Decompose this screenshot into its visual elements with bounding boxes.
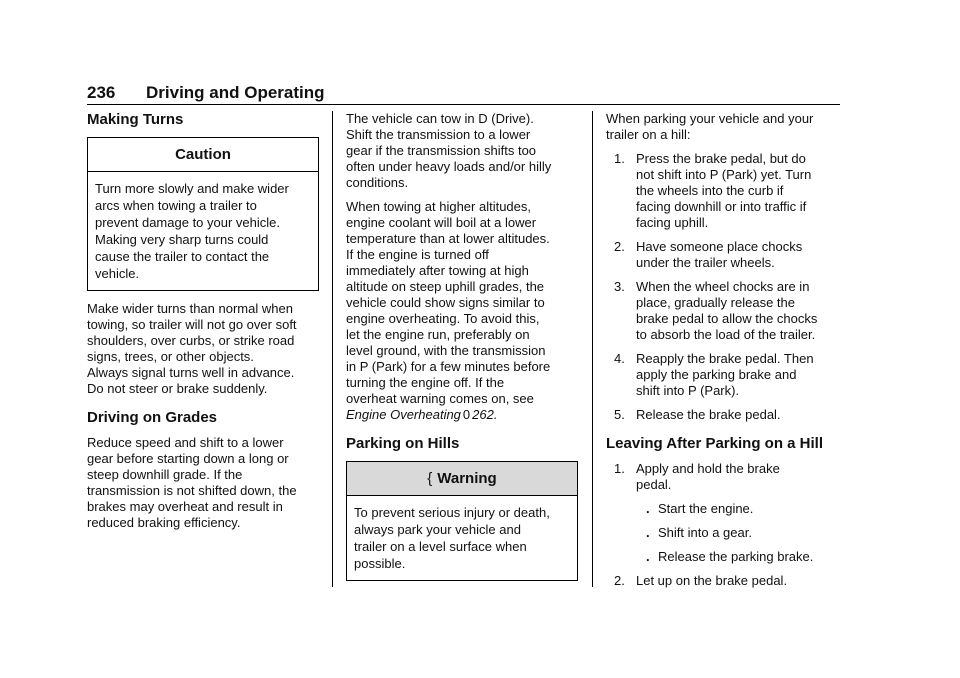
step-text: When the wheel chocks are in place, gradually release the brake pedal to allow the chocks to absorb the load of the trailer.	[636, 279, 818, 342]
step-number: 4.	[614, 351, 625, 366]
caution-title: Caution	[88, 138, 318, 172]
parking-intro: When parking your vehicle and your trailer on a hill:	[606, 111, 814, 142]
leaving-bullet-1	[606, 501, 840, 517]
driving-on-grades-paragraph-3	[346, 199, 578, 423]
engine-overheating-link[interactable]: Engine Overheating	[346, 407, 461, 422]
bullet-text: Shift into a gear.	[658, 525, 752, 540]
driving-on-grades-paragraph-2: The vehicle can tow in D (Drive). Shift the transmission to a lower gear if the transmission shifts too often under heavy loads and/or hilly conditions.	[346, 111, 552, 190]
parking-on-hills-heading: Parking on Hills	[346, 435, 460, 452]
leaving-step-2	[606, 573, 840, 589]
driving-on-grades-heading: Driving on Grades	[87, 409, 218, 426]
bullet-marker: .	[646, 549, 650, 564]
leaving-after-parking-heading: Leaving After Parking on a Hill	[606, 435, 823, 452]
leaving-bullet-3	[606, 549, 840, 565]
bullet-text: Start the engine.	[658, 501, 754, 516]
step-number: 1.	[614, 461, 625, 476]
column-1	[87, 111, 319, 539]
warning-icon: {	[427, 470, 433, 487]
making-turns-paragraph: Make wider turns than normal when towing, so trailer will not go over soft shoulders, over curbs, or strike road signs, trees, or other objects. Always signal turns well in advance. Do not steer or brake suddenly.	[87, 301, 297, 396]
warning-header	[347, 462, 577, 496]
step-text: Apply and hold the brake pedal.	[636, 461, 780, 492]
step-text: Have someone place chocks under the trailer wheels.	[636, 239, 803, 270]
section-title: Driving and Operating	[146, 83, 325, 102]
parking-step-4	[606, 351, 840, 399]
leaving-steps-list	[606, 461, 840, 589]
step-text: Let up on the brake pedal.	[636, 573, 788, 588]
making-turns-heading: Making Turns	[87, 111, 184, 128]
parking-steps-list	[606, 151, 840, 423]
step-number: 3.	[614, 279, 625, 294]
header-divider	[87, 104, 840, 105]
parking-step-3	[606, 279, 840, 343]
column-2	[346, 111, 578, 591]
caution-body: Turn more slowly and make wider arcs when towing a trailer to prevent damage to your vehicle. Making very sharp turns could cause the trailer to contact the vehicle.	[95, 181, 289, 281]
bullet-text: Release the parking brake.	[658, 549, 814, 564]
step-number: 1.	[614, 151, 625, 166]
step-number: 2.	[614, 573, 625, 588]
leaving-bullet-2	[606, 525, 840, 541]
page-reference-icon: 0	[462, 407, 471, 422]
page-header	[87, 83, 840, 105]
engine-overheating-page[interactable]: 262.	[472, 407, 498, 422]
step-text: Press the brake pedal, but do not shift into P (Park) yet. Turn the wheels into the curb if facing downhill or into traffic if facing uphill.	[636, 151, 812, 230]
step-number: 2.	[614, 239, 625, 254]
warning-body: To prevent serious injury or death, always park your vehicle and trailer on a level surface when possible.	[354, 505, 550, 571]
parking-step-5	[606, 407, 840, 423]
step-text: Reapply the brake pedal. Then apply the parking brake and shift into P (Park).	[636, 351, 814, 398]
bullet-marker: .	[646, 525, 650, 540]
column-divider-1	[332, 111, 333, 587]
parking-step-2	[606, 239, 840, 271]
bullet-marker: .	[646, 501, 650, 516]
step-number: 5.	[614, 407, 625, 422]
paragraph-3-text: When towing at higher altitudes, engine coolant will boil at a lower temperature than at lower altitudes. If the engine is turned off immediately after towing at high altitude on steep uphill grades, the vehicle could show signs similar to engine overheating. To avoid this, let the engine run, preferably on level ground, with the transmission in P (Park) for a few minutes before turning the engine off. If the overheat warning comes on, see	[346, 199, 551, 406]
warning-box	[346, 461, 578, 581]
leaving-step-1	[606, 461, 840, 493]
column-divider-2	[592, 111, 593, 587]
page-number: 236	[87, 83, 116, 102]
warning-title: Warning	[437, 470, 497, 487]
caution-box	[87, 137, 319, 291]
driving-on-grades-paragraph-1: Reduce speed and shift to a lower gear before starting down a long or steep downhill grade. If the transmission is not shifted down, the brakes may overheat and result in reduced braking efficiency.	[87, 435, 297, 530]
column-3	[606, 111, 840, 597]
step-text: Release the brake pedal.	[636, 407, 781, 422]
parking-step-1	[606, 151, 840, 231]
